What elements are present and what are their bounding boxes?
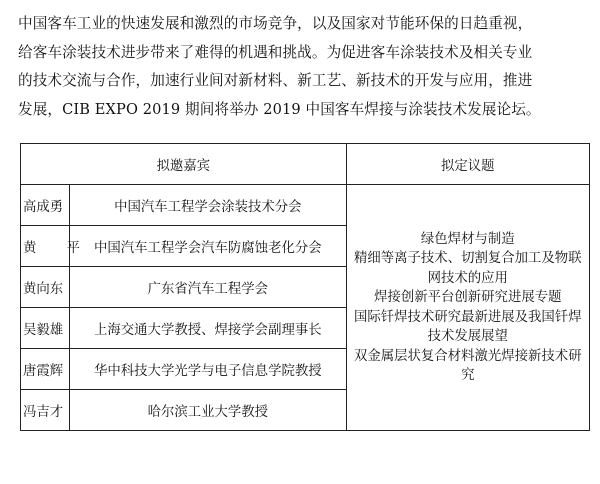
topics-cell — [346, 185, 589, 431]
guest-title: 广东省汽车工程学会 — [70, 267, 346, 308]
guest-title: 上海交通大学教授、焊接学会副理事长 — [70, 308, 346, 349]
guest-name: 黄向东 — [21, 267, 70, 308]
guest-name: 黄 平 — [21, 226, 70, 267]
topic-item: 精细等离子技术、切割复合加工及物联网技术的应用 — [353, 251, 582, 286]
guest-title: 中国汽车工程学会涂装技术分会 — [70, 185, 346, 226]
topic-item: 国际钎焊技术研究最新进展及我国钎焊技术发展展望 — [353, 309, 582, 344]
guest-title: 中国汽车工程学会汽车防腐蚀老化分会 — [70, 226, 346, 267]
intro-line: 的技术交流与合作，加速行业间对新材料、新工艺、新技术的开发与应用，推进 — [18, 72, 533, 89]
header-proposed-topics: 拟定议题 — [346, 144, 589, 185]
intro-line: 给客车涂装技术进步带来了难得的机遇和挑战。为促进客车涂装技术及相关专业 — [18, 43, 533, 61]
guest-name: 吴毅雄 — [21, 308, 70, 349]
topic-item: 绿色焊材与制造 — [420, 231, 515, 247]
header-invited-guests: 拟邀嘉宾 — [21, 144, 347, 185]
intro-line: 发展，CIB EXPO 2019 期间将举办 2019 中国客车焊接与涂装技术发展论坛。 — [18, 100, 541, 118]
table-header-row — [21, 144, 590, 185]
table-row — [21, 185, 590, 226]
guest-title: 哈尔滨工业大学教授 — [70, 390, 346, 431]
guest-title: 华中科技大学光学与电子信息学院教授 — [70, 349, 346, 390]
topic-item: 焊接创新平台创新研究进展专题 — [374, 290, 562, 305]
intro-line: 中国客车工业的快速发展和激烈的市场竞争，以及国家对节能环保的日趋重视， — [18, 15, 533, 32]
guest-name: 高成勇 — [21, 185, 70, 226]
intro-paragraph — [18, 10, 586, 124]
guest-name: 冯吉才 — [21, 390, 70, 431]
forum-agenda-table — [20, 143, 590, 431]
topic-item: 双金属层状复合材料激光焊接新技术研究 — [353, 348, 582, 383]
guest-name: 唐霞辉 — [21, 349, 70, 390]
